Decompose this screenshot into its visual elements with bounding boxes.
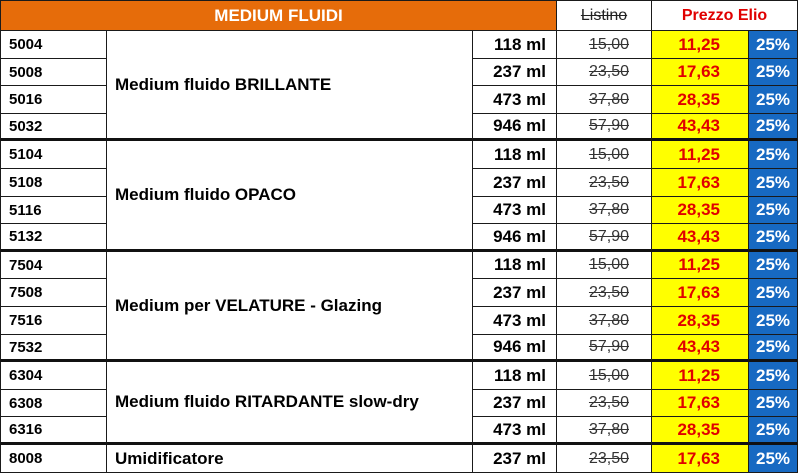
product-size: 118 ml: [473, 31, 557, 59]
listino-price: 23,50: [557, 279, 652, 307]
table-title: MEDIUM FLUIDI: [0, 0, 557, 31]
product-size: 118 ml: [473, 252, 557, 279]
product-code: 5004: [0, 31, 107, 59]
discount-badge: 25%: [749, 169, 798, 197]
listino-price: 15,00: [557, 252, 652, 279]
elio-price: 28,35: [652, 307, 749, 335]
listino-price: 57,90: [557, 114, 652, 141]
listino-price: 23,50: [557, 445, 652, 473]
discount-badge: 25%: [749, 114, 798, 141]
product-code: 5116: [0, 197, 107, 224]
product-code: 6316: [0, 417, 107, 445]
listino-header: Listino: [557, 0, 652, 31]
product-size: 473 ml: [473, 197, 557, 224]
discount-badge: 25%: [749, 417, 798, 445]
product-code: 8008: [0, 445, 107, 473]
discount-badge: 25%: [749, 362, 798, 390]
product-size: 118 ml: [473, 362, 557, 390]
prezzo-elio-header: Prezzo Elio: [652, 0, 798, 31]
elio-price: 28,35: [652, 417, 749, 445]
product-size: 237 ml: [473, 390, 557, 417]
product-size: 946 ml: [473, 114, 557, 141]
discount-badge: 25%: [749, 141, 798, 169]
elio-price: 43,43: [652, 114, 749, 141]
discount-badge: 25%: [749, 252, 798, 279]
listino-price: 37,80: [557, 197, 652, 224]
elio-price: 43,43: [652, 224, 749, 252]
product-code: 5104: [0, 141, 107, 169]
product-name: Umidificatore: [107, 445, 473, 473]
discount-badge: 25%: [749, 197, 798, 224]
product-name: Medium fluido OPACO: [107, 141, 473, 252]
product-code: 5108: [0, 169, 107, 197]
product-name: Medium fluido RITARDANTE slow-dry: [107, 362, 473, 445]
listino-price: 23,50: [557, 59, 652, 86]
listino-price: 23,50: [557, 390, 652, 417]
discount-badge: 25%: [749, 390, 798, 417]
product-name: Medium per VELATURE - Glazing: [107, 252, 473, 362]
product-size: 237 ml: [473, 59, 557, 86]
discount-badge: 25%: [749, 307, 798, 335]
elio-price: 17,63: [652, 169, 749, 197]
product-code: 7532: [0, 335, 107, 362]
discount-badge: 25%: [749, 86, 798, 114]
discount-badge: 25%: [749, 31, 798, 59]
product-size: 237 ml: [473, 279, 557, 307]
product-size: 473 ml: [473, 86, 557, 114]
elio-price: 17,63: [652, 279, 749, 307]
elio-price: 43,43: [652, 335, 749, 362]
elio-price: 11,25: [652, 31, 749, 59]
discount-badge: 25%: [749, 59, 798, 86]
product-code: 7516: [0, 307, 107, 335]
product-code: 5016: [0, 86, 107, 114]
product-size: 946 ml: [473, 224, 557, 252]
product-size: 473 ml: [473, 307, 557, 335]
product-code: 6308: [0, 390, 107, 417]
listino-price: 57,90: [557, 335, 652, 362]
product-code: 5032: [0, 114, 107, 141]
product-size: 473 ml: [473, 417, 557, 445]
product-code: 5008: [0, 59, 107, 86]
elio-price: 17,63: [652, 59, 749, 86]
elio-price: 11,25: [652, 362, 749, 390]
listino-price: 37,80: [557, 307, 652, 335]
product-code: 6304: [0, 362, 107, 390]
elio-price: 28,35: [652, 86, 749, 114]
product-size: 946 ml: [473, 335, 557, 362]
listino-price: 15,00: [557, 141, 652, 169]
listino-price: 37,80: [557, 86, 652, 114]
elio-price: 11,25: [652, 141, 749, 169]
product-code: 5132: [0, 224, 107, 252]
product-size: 118 ml: [473, 141, 557, 169]
discount-badge: 25%: [749, 445, 798, 473]
discount-badge: 25%: [749, 335, 798, 362]
product-code: 7504: [0, 252, 107, 279]
elio-price: 28,35: [652, 197, 749, 224]
product-size: 237 ml: [473, 445, 557, 473]
listino-price: 15,00: [557, 362, 652, 390]
listino-price: 57,90: [557, 224, 652, 252]
listino-price: 15,00: [557, 31, 652, 59]
product-name: Medium fluido BRILLANTE: [107, 31, 473, 141]
listino-price: 37,80: [557, 417, 652, 445]
elio-price: 17,63: [652, 445, 749, 473]
product-code: 7508: [0, 279, 107, 307]
elio-price: 17,63: [652, 390, 749, 417]
listino-price: 23,50: [557, 169, 652, 197]
discount-badge: 25%: [749, 279, 798, 307]
discount-badge: 25%: [749, 224, 798, 252]
elio-price: 11,25: [652, 252, 749, 279]
product-size: 237 ml: [473, 169, 557, 197]
